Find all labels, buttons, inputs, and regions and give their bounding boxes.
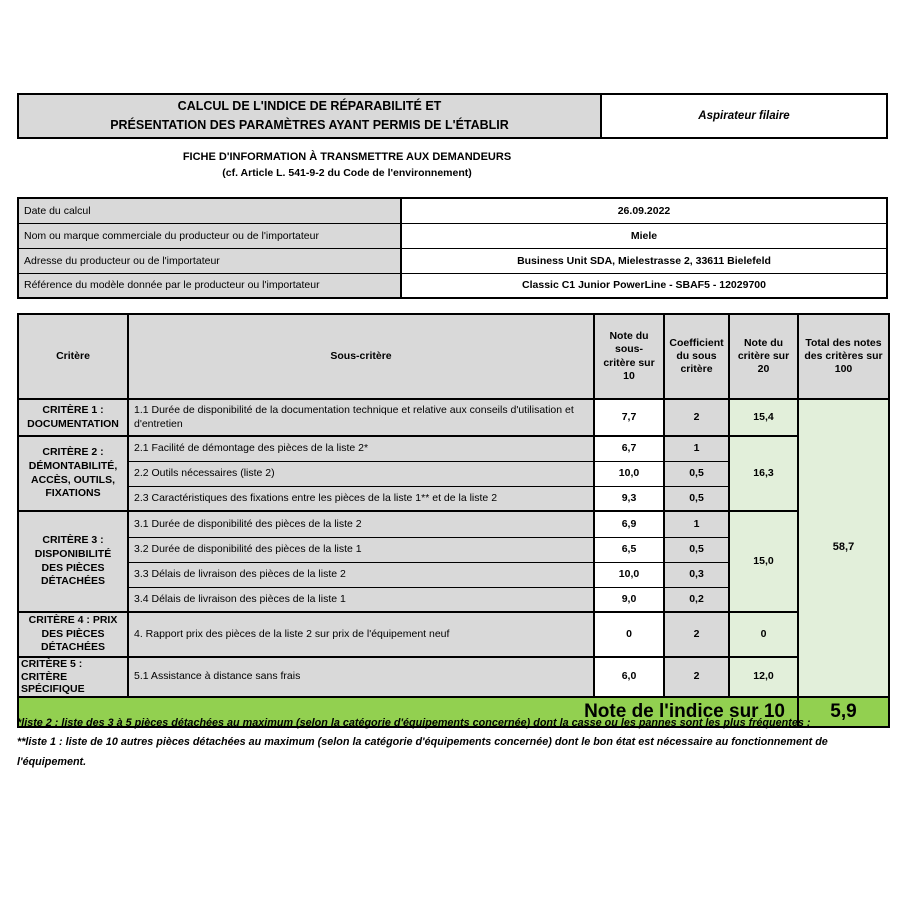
col-header-sous-critere: Sous-critère [128, 314, 594, 399]
info-value: Classic C1 Junior PowerLine - SBAF5 - 12029700 [401, 273, 887, 298]
subtitle-line2: (cf. Article L. 541-9-2 du Code de l'environnement) [222, 167, 472, 179]
info-label: Adresse du producteur ou de l'importateur [18, 248, 401, 273]
total-sur-100: 58,7 [798, 399, 889, 697]
page-title-line1: CALCUL DE L'INDICE DE RÉPARABILITÉ ET [177, 99, 442, 114]
subcriterion-3-2: 3.2 Durée de disponibilité des pièces de la liste 1 [128, 537, 594, 562]
coef-3-4: 0,2 [664, 587, 729, 612]
subcriterion-4: 4. Rapport prix des pièces de la liste 2 sur prix de l'équipement neuf [128, 612, 594, 657]
info-label: Référence du modèle donnée par le producteur ou l'importateur [18, 273, 401, 298]
info-label: Date du calcul [18, 198, 401, 223]
page-title [19, 95, 602, 137]
subcriterion-3-3: 3.3 Délais de livraison des pièces de la liste 2 [128, 562, 594, 587]
coef-3-2: 0,5 [664, 537, 729, 562]
col-header-total100: Total des notes des critères sur 100 [798, 314, 889, 399]
info-row-producer [18, 223, 887, 248]
criterion-3-label: CRITÈRE 3 : DISPONIBILITÉ DES PIÈCES DÉTACHÉES [18, 511, 128, 612]
footnote-liste1: **liste 1 : liste de 10 autres pièces détachées au maximum (selon la catégorie d'équipements concernée) dont le bon état est nécessaire au fonctionnement de l'équipement. [17, 736, 828, 768]
note20-criterion-1: 15,4 [729, 399, 798, 436]
table-row [18, 399, 889, 436]
info-row-model [18, 273, 887, 298]
final-index-value: 5,9 [798, 697, 889, 727]
page-title-line2: PRÉSENTATION DES PARAMÈTRES AYANT PERMIS DE L'ÉTABLIR [110, 118, 509, 132]
coef-4: 2 [664, 612, 729, 657]
info-row-date [18, 198, 887, 223]
table-row [18, 657, 889, 697]
col-header-note20: Note du critère sur 20 [729, 314, 798, 399]
coef-2-3: 0,5 [664, 486, 729, 511]
note20-criterion-4: 0 [729, 612, 798, 657]
criterion-2-label: CRITÈRE 2 : DÉMONTABILITÉ, ACCÈS, OUTILS, FIXATIONS [18, 436, 128, 511]
coef-2-2: 0,5 [664, 461, 729, 486]
subcriterion-2-1: 2.1 Facilité de démontage des pièces de la liste 2* [128, 436, 594, 461]
final-index-label: Note de l'indice sur 10 [18, 697, 798, 727]
subtitle-line1: FICHE D'INFORMATION À TRANSMETTRE AUX DEMANDEURS [182, 151, 512, 163]
note10-3-3: 10,0 [594, 562, 664, 587]
note10-1-1: 7,7 [594, 399, 664, 436]
subcriterion-3-4: 3.4 Délais de livraison des pièces de la liste 1 [128, 587, 594, 612]
note10-3-4: 9,0 [594, 587, 664, 612]
col-header-coefficient: Coefficient du sous critère [664, 314, 729, 399]
subcriterion-1-1: 1.1 Durée de disponibilité de la documentation technique et relative aux conseils d'utilisation et d'entretien [128, 399, 594, 436]
info-label: Nom ou marque commerciale du producteur ou de l'importateur [18, 223, 401, 248]
footnote-liste2: *liste 2 : liste des 3 à 5 pièces détachées au maximum (selon la catégorie d'équipements concernée) dont la casse ou les pannes sont les plus fréquentes ; [17, 717, 811, 729]
product-category: Aspirateur filaire [602, 95, 886, 137]
table-row [18, 436, 889, 461]
criterion-5-label: CRITÈRE 5 : CRITÈRE SPÉCIFIQUE [18, 657, 128, 697]
subcriterion-2-3: 2.3 Caractéristiques des fixations entre les pièces de la liste 1** et de la liste 2 [128, 486, 594, 511]
coef-3-3: 0,3 [664, 562, 729, 587]
info-table [17, 197, 888, 299]
subcriterion-3-1: 3.1 Durée de disponibilité des pièces de la liste 2 [128, 511, 594, 537]
note10-2-3: 9,3 [594, 486, 664, 511]
info-value: Business Unit SDA, Mielestrasse 2, 33611 Bielefeld [401, 248, 887, 273]
table-row [18, 511, 889, 537]
coef-3-1: 1 [664, 511, 729, 537]
info-row-address [18, 248, 887, 273]
note20-criterion-2: 16,3 [729, 436, 798, 511]
note10-2-1: 6,7 [594, 436, 664, 461]
criterion-4-label: CRITÈRE 4 : PRIX DES PIÈCES DÉTACHÉES [18, 612, 128, 657]
note10-3-1: 6,9 [594, 511, 664, 537]
table-row [18, 612, 889, 657]
col-header-critere: Critère [18, 314, 128, 399]
subcriterion-2-2: 2.2 Outils nécessaires (liste 2) [128, 461, 594, 486]
note10-3-2: 6,5 [594, 537, 664, 562]
note10-4: 0 [594, 612, 664, 657]
info-value: Miele [401, 223, 887, 248]
info-value: 26.09.2022 [401, 198, 887, 223]
subcriterion-5-1: 5.1 Assistance à distance sans frais [128, 657, 594, 697]
note10-5-1: 6,0 [594, 657, 664, 697]
criterion-1-label: CRITÈRE 1 : DOCUMENTATION [18, 399, 128, 436]
coef-2-1: 1 [664, 436, 729, 461]
note20-criterion-3: 15,0 [729, 511, 798, 612]
subtitle [17, 151, 677, 179]
criteria-header-row [18, 314, 889, 399]
footnotes [17, 714, 888, 772]
header-banner [17, 93, 888, 139]
coef-1-1: 2 [664, 399, 729, 436]
criteria-table [17, 313, 890, 728]
col-header-note10: Note du sous-critère sur 10 [594, 314, 664, 399]
note20-criterion-5: 12,0 [729, 657, 798, 697]
coef-5-1: 2 [664, 657, 729, 697]
note10-2-2: 10,0 [594, 461, 664, 486]
